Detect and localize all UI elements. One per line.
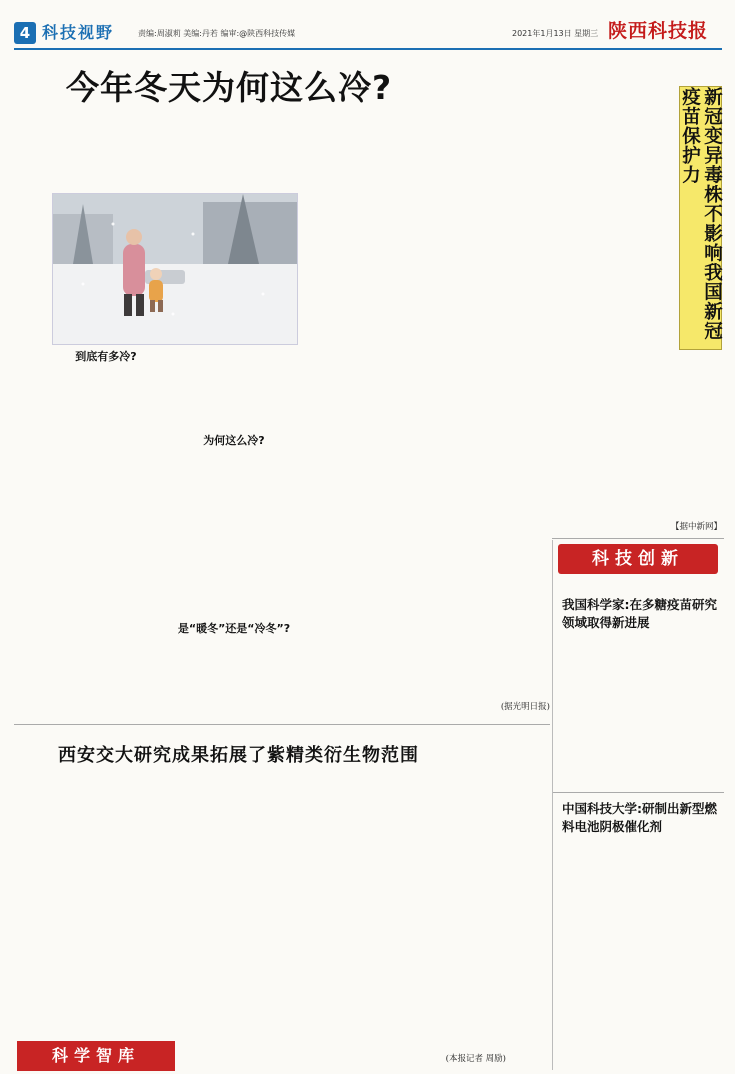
xjtu-col4 bbox=[442, 772, 548, 1048]
xjtu-col3 bbox=[314, 772, 434, 1066]
lead-col2-top bbox=[170, 350, 298, 430]
lead-col3 bbox=[308, 124, 430, 708]
newspaper-masthead: 陕西科技报 bbox=[608, 20, 709, 42]
winter-street-photo bbox=[52, 193, 298, 345]
right-top-credit: 【据中新网】 bbox=[670, 522, 722, 532]
section-name: 科技视野 bbox=[42, 23, 115, 42]
innovation-story2-body bbox=[562, 840, 722, 1064]
right-top-text bbox=[558, 56, 674, 358]
xjtu-col1 bbox=[58, 772, 178, 1034]
innovation-story1-headline: 我国科学家:在多糖疫苗研究领域取得新进展 bbox=[562, 597, 717, 630]
innovation-story1-body bbox=[562, 636, 722, 766]
innovation-banner: 科技创新 bbox=[558, 544, 718, 574]
lead-col2-bottom bbox=[170, 634, 298, 710]
lead-col1 bbox=[52, 362, 162, 710]
winter-street-illustration bbox=[53, 194, 298, 345]
issue-date: 2021年1月13日 星期三 bbox=[512, 29, 599, 38]
xjtu-col2 bbox=[186, 772, 306, 1066]
editors-line: 责编:周淑莉 美编:丹若 编审:@陕西科技传媒 bbox=[138, 29, 296, 38]
vertical-banner-text: 新冠变异毒株不影响我国新冠疫苗保护力 bbox=[679, 87, 723, 341]
lead-col4 bbox=[438, 124, 550, 684]
lead-col2-mid bbox=[170, 446, 298, 618]
col2-subhead2: 是“暖冬”还是“冷冬”? bbox=[177, 622, 291, 635]
xjtu-rule-top bbox=[14, 724, 550, 725]
col2-subhead: 为何这么冷? bbox=[203, 434, 265, 447]
innovation-story2-headline: 中国科技大学:研制出新型燃料电池阴极催化剂 bbox=[562, 801, 717, 834]
header-rule bbox=[14, 48, 722, 50]
column-separator bbox=[552, 540, 553, 1070]
science-think-tank-banner: 科学智库 bbox=[17, 1041, 175, 1071]
xjtu-credit: (本报记者 周励) bbox=[445, 1054, 506, 1064]
lead-headline: 今年冬天为何这么冷? bbox=[66, 68, 393, 107]
innovation-rule-top bbox=[552, 538, 724, 539]
col1-subhead: 到底有多冷? bbox=[75, 350, 137, 363]
right-top-text-2 bbox=[558, 358, 722, 524]
vertical-banner bbox=[679, 86, 722, 350]
lead-credit: (据光明日报) bbox=[500, 702, 550, 712]
innovation-divider bbox=[552, 792, 724, 793]
page-number: 4 bbox=[14, 22, 36, 44]
xjtu-headline: 西安交大研究成果拓展了紫精类衍生物范围 bbox=[58, 745, 419, 766]
